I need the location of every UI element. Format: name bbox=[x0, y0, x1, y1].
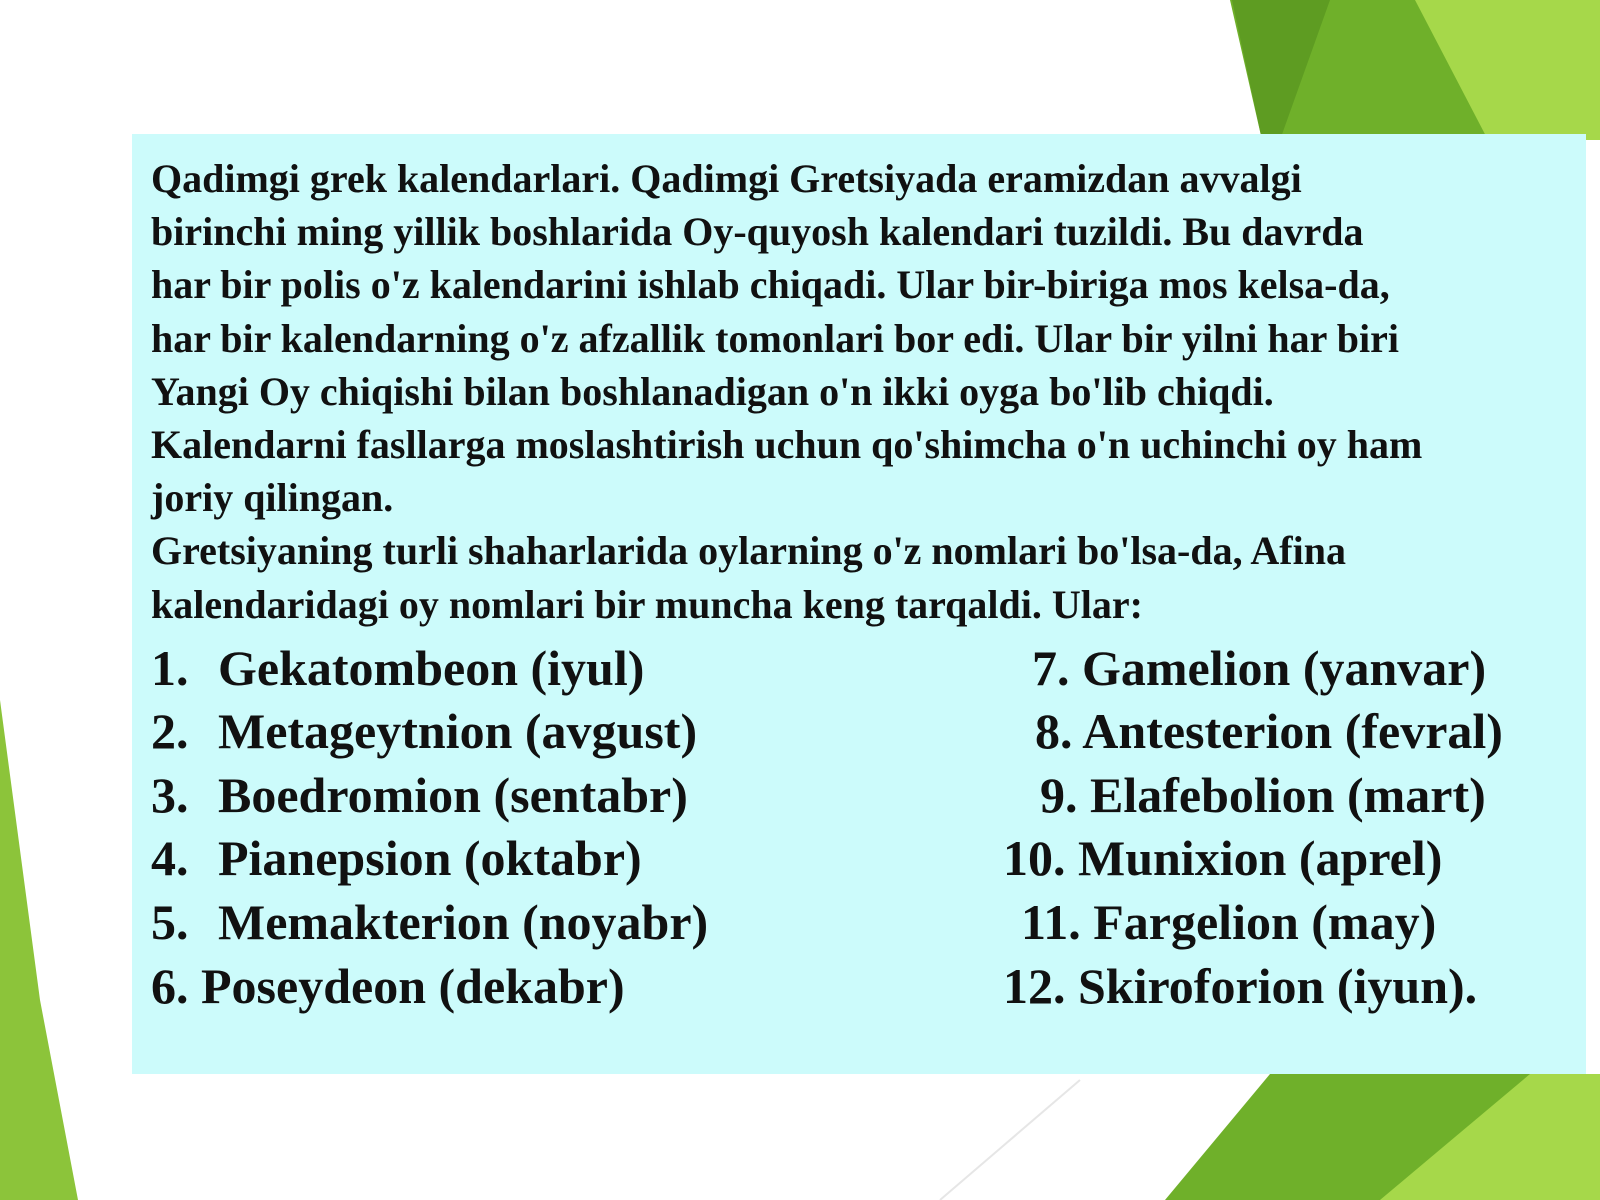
month-item bbox=[151, 957, 625, 1015]
month-number: 11. bbox=[1021, 894, 1081, 950]
month-name: Metageytnion (avgust) bbox=[218, 703, 698, 759]
month-item bbox=[151, 893, 708, 951]
faint-diagonal-line bbox=[940, 1080, 1080, 1200]
month-name: Elafebolion (mart) bbox=[1090, 767, 1486, 823]
month-item bbox=[1032, 639, 1486, 697]
month-number: 12. bbox=[1003, 958, 1066, 1014]
paragraph-line: Yangi Oy chiqishi bilan boshlanadigan o'n ikki oyga bo'lib chiqdi. bbox=[151, 368, 1274, 414]
month-item bbox=[1035, 702, 1503, 760]
month-name: Fargelion (may) bbox=[1093, 894, 1437, 950]
month-item bbox=[1003, 829, 1442, 887]
month-item bbox=[151, 702, 697, 760]
paragraph-line: har bir kalendarning o'z afzallik tomonlari bor edi. Ular bir yilni har biri bbox=[151, 315, 1399, 361]
month-item bbox=[151, 766, 688, 824]
month-number: 5. bbox=[151, 894, 189, 950]
month-number: 6. bbox=[151, 958, 189, 1014]
paragraph-line: Qadimgi grek kalendarlari. Qadimgi Gretsiyada eramizdan avvalgi bbox=[151, 156, 1302, 201]
month-number: 3. bbox=[151, 767, 189, 823]
month-name: Gekatombeon (iyul) bbox=[218, 640, 645, 696]
month-item bbox=[1040, 766, 1486, 824]
intro-paragraph bbox=[151, 152, 1571, 631]
paragraph-line: Kalendarni fasllarga moslashtirish uchun qo'shimcha o'n uchinchi oy ham bbox=[151, 422, 1423, 468]
paragraph-line: Gretsiyaning turli shaharlarida oylarning o'z nomlari bo'lsa-da, Afina bbox=[151, 528, 1346, 574]
month-name: Memakterion (noyabr) bbox=[218, 894, 709, 950]
month-name: Poseydeon (dekabr) bbox=[201, 958, 625, 1014]
month-item bbox=[1003, 957, 1477, 1015]
month-name: Munixion (aprel) bbox=[1078, 830, 1443, 886]
paragraph-line: har bir polis o'z kalendarini ishlab chiqadi. Ular bir-biriga mos kelsa-da, bbox=[151, 262, 1390, 308]
month-number: 9. bbox=[1040, 767, 1078, 823]
text-box bbox=[132, 134, 1586, 1074]
month-number: 10. bbox=[1003, 830, 1066, 886]
paragraph-line: joriy qilingan. bbox=[151, 475, 394, 521]
month-name: Antesterion (fevral) bbox=[1082, 703, 1503, 759]
month-number: 7. bbox=[1032, 640, 1070, 696]
month-number: 8. bbox=[1035, 703, 1073, 759]
month-item bbox=[1021, 893, 1436, 951]
green-shape-left bbox=[0, 700, 78, 1200]
month-item bbox=[151, 639, 644, 697]
month-name: Pianepsion (oktabr) bbox=[218, 830, 642, 886]
month-number: 2. bbox=[151, 703, 189, 759]
month-name: Skiroforion (iyun). bbox=[1078, 958, 1478, 1014]
month-item bbox=[151, 829, 642, 887]
month-name: Gamelion (yanvar) bbox=[1082, 640, 1487, 696]
month-number: 4. bbox=[151, 830, 189, 886]
paragraph-line: kalendaridagi oy nomlari bir muncha keng tarqaldi. Ular: bbox=[151, 581, 1143, 627]
paragraph-line: birinchi ming yillik boshlarida Oy-quyosh kalendari tuzildi. Bu davrda bbox=[151, 209, 1364, 255]
month-number: 1. bbox=[151, 640, 189, 696]
month-name: Boedromion (sentabr) bbox=[218, 767, 688, 823]
